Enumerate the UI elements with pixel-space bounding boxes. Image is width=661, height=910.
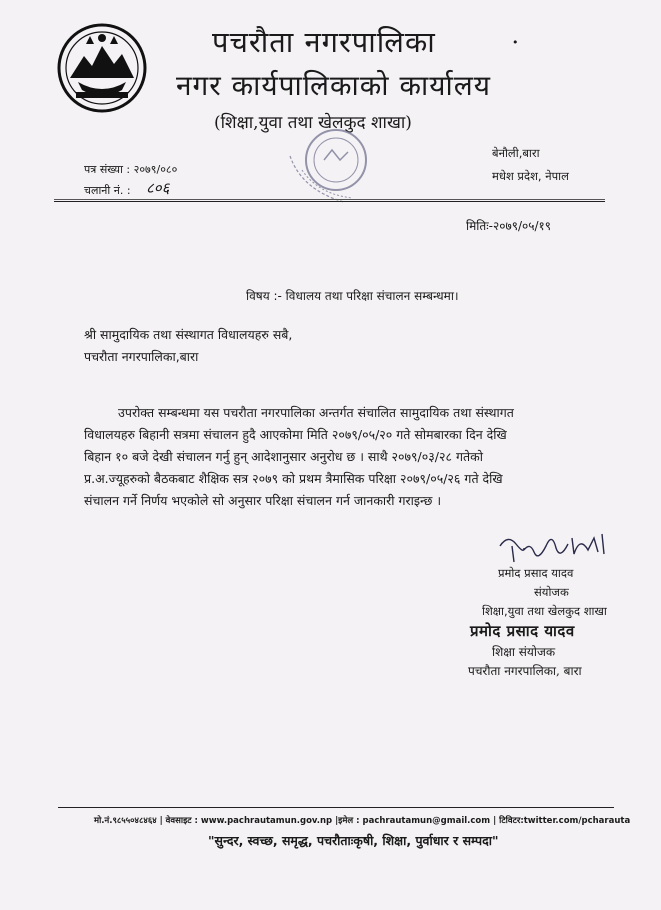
letter-subject: विषय :- विधालय तथा परिक्षा संचालन सम्बन्धमा। bbox=[246, 289, 459, 303]
department-name: (शिक्षा,युवा तथा खेलकुद शाखा) bbox=[214, 113, 412, 133]
body-line: संचालन गर्ने निर्णय भएकोले सो अनुसार परिक्षा संचालन गर्न जानकारी गराइन्छ । bbox=[84, 493, 442, 508]
signatory-department: शिक्षा,युवा तथा खेलकुद शाखा bbox=[482, 604, 607, 618]
letter-date: मितिः-२०७९/०५/१९ bbox=[466, 219, 551, 233]
signatory-name: प्रमोद प्रसाद यादव bbox=[498, 566, 574, 580]
recipient-line1: श्री सामुदायिक तथा संस्थागत विधालयहरु सबै, bbox=[84, 327, 293, 342]
municipality-name: पचरौता नगरपालिका bbox=[212, 25, 436, 59]
letter-number: पत्र संख्या : २०७९/०८० bbox=[84, 163, 178, 176]
office-address-line1: बेनौली,बारा bbox=[492, 146, 540, 160]
body-line: बिहान १० बजे देखी संचालन गर्नु हुन् आदेशानुसार अनुरोध छ । साथै २०७९/०३/२८ गतेको bbox=[84, 449, 483, 464]
office-address-line2: मधेश प्रदेश, नेपाल bbox=[492, 169, 569, 183]
signatory-role: संयोजक bbox=[534, 585, 569, 599]
footer-divider bbox=[58, 807, 614, 808]
footer-motto: "सुन्दर, स्वच्छ, समृद्ध, पचरौताःकृषी, शिक्षा, पुर्वाधार र सम्पदा" bbox=[208, 833, 499, 848]
header-divider bbox=[54, 201, 605, 202]
body-line: उपरोक्त सम्बन्धमा यस पचरौता नगरपालिका अन्तर्गत संचालित सामुदायिक तथा संस्थागत bbox=[118, 405, 514, 420]
stamp-role: शिक्षा संयोजक bbox=[492, 645, 556, 659]
dispatch-number-label: चलानी नं. : bbox=[84, 184, 131, 197]
dispatch-number-value: ८०६ bbox=[146, 179, 170, 197]
decorative-mark: • bbox=[512, 36, 519, 49]
body-line: प्र.अ.ज्यूहरुको बैठकबाट शैक्षिक सत्र २०७९ को प्रथम त्रैमासिक परिक्षा २०७९/०५/२६ गते देखि bbox=[84, 471, 503, 486]
stamp-office: पचरौता नगरपालिका, बारा bbox=[468, 664, 582, 678]
municipality-emblem-logo bbox=[56, 22, 148, 114]
body-line: विधालयहरु बिहानी सत्रमा संचालन हुदै आएकोमा मिति २०७९/०५/२० गते सोमबारका दिन देखि bbox=[84, 427, 507, 442]
recipient-line2: पचरौता नगरपालिका,बारा bbox=[84, 349, 199, 364]
office-name: नगर कार्यपालिकाको कार्यालय bbox=[176, 69, 491, 102]
stamp-name: प्रमोद प्रसाद यादव bbox=[470, 622, 575, 640]
header-divider-thin bbox=[54, 199, 605, 200]
footer-contact: मो.नं.९८५५०४८४६४ | वेवसाइट : www.pachrautamun.gov.np |इमेल : pachrautamun@gmail.com | टिविटर:twitter.com/pcharauta bbox=[94, 816, 631, 826]
handwritten-signature bbox=[494, 524, 614, 568]
